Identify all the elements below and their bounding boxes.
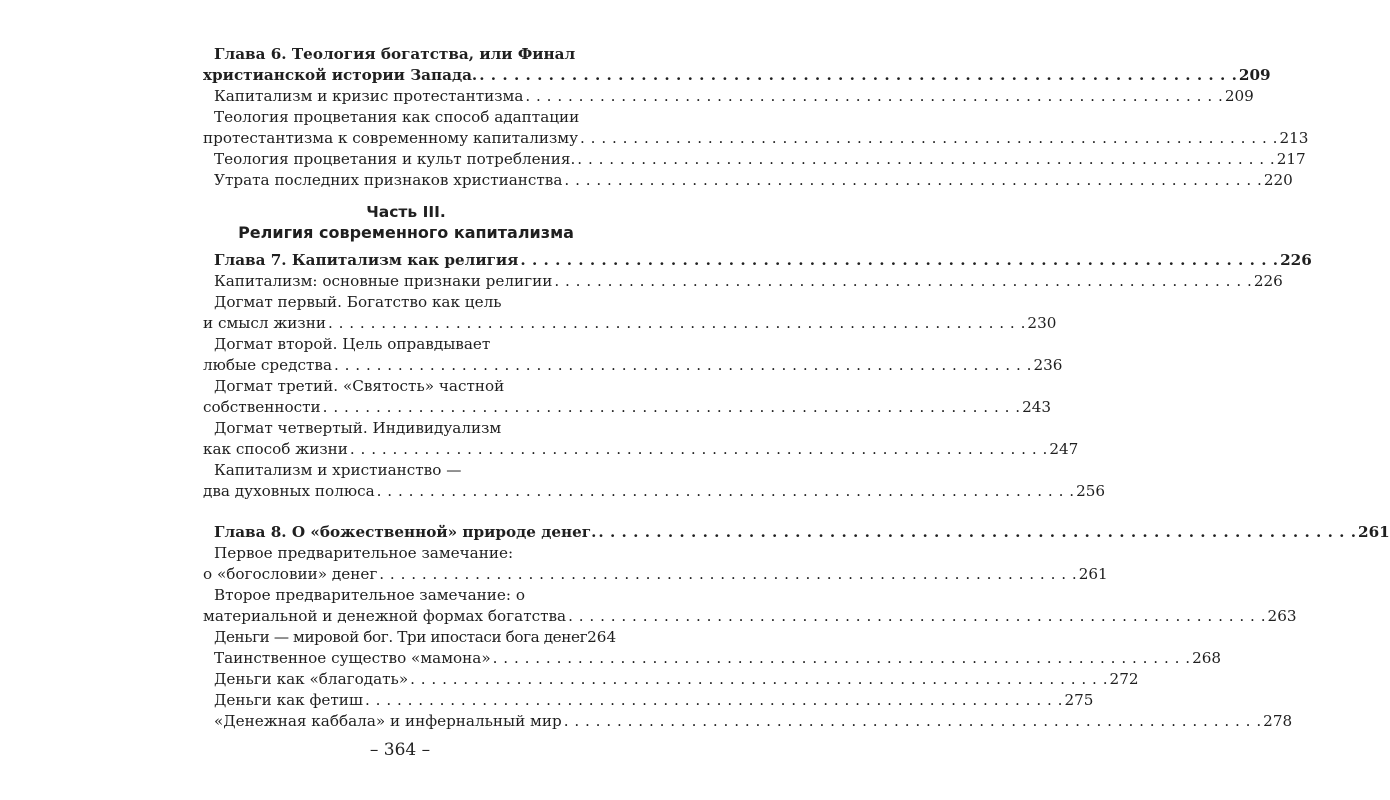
leader-dots [523, 86, 1224, 107]
page-ref: 209 [1238, 66, 1271, 84]
page-ref: 261 [1078, 565, 1108, 583]
toc-chapter-8 [203, 522, 1390, 543]
toc-section [203, 271, 1283, 292]
toc-section [203, 170, 1293, 191]
page-ref: 272 [1109, 670, 1139, 688]
page-ref: 268 [1192, 649, 1222, 667]
leader-dots [348, 439, 1049, 460]
page-ref: 256 [1076, 482, 1106, 500]
section-title: Капитализм: основные признаки религии [214, 272, 553, 290]
section-title: Деньги как фетиш [214, 691, 364, 709]
toc-section [203, 376, 1052, 418]
toc-section [203, 648, 1222, 669]
section-title: Догмат второй. Цель оправдывает [214, 335, 491, 353]
section-title: Догмат третий. «Святость» частной [214, 377, 505, 395]
page-ref: 264 [587, 628, 617, 646]
page-ref: 278 [1263, 712, 1293, 730]
leader-dots [408, 669, 1109, 690]
leader-dots [578, 128, 1279, 149]
leader-dots [377, 564, 1078, 585]
leader-dots [575, 149, 1276, 170]
toc-section [203, 627, 617, 648]
section-title: Догмат четвертый. Индивидуализм [214, 419, 502, 437]
toc-chapter-6 [203, 44, 1271, 86]
page-ref: 213 [1279, 129, 1309, 147]
page-number: – 364 – [369, 740, 431, 760]
page-ref: 220 [1263, 171, 1293, 189]
section-title-cont: протестантизма к современному капитализму [203, 129, 579, 147]
section-title: Деньги — мировой бог. Три ипостаси бога денег [214, 628, 588, 646]
page-ref: 236 [1033, 356, 1063, 374]
section-title-cont: как способ жизни [203, 440, 348, 458]
leader-dots [477, 65, 1239, 86]
page-ref: 275 [1064, 691, 1094, 709]
leader-dots [375, 481, 1076, 502]
section-title: Деньги как «благодать» [214, 670, 409, 688]
toc-section [203, 334, 1063, 376]
section-title: Капитализм и христианство — [214, 461, 462, 479]
page-ref: 209 [1224, 87, 1254, 105]
page-ref: 261 [1358, 523, 1390, 541]
part-title: Религия современного капитализма [238, 223, 574, 242]
toc-section [203, 585, 1297, 627]
toc-section [203, 543, 1108, 585]
leader-dots [491, 648, 1192, 669]
leader-dots [562, 711, 1263, 732]
chapter-title-cont: христианской истории Запада. [203, 66, 478, 84]
chapter-title: Глава 7. Капитализм как религия [214, 251, 519, 269]
section-title: Теология процветания как способ адаптации [214, 108, 580, 126]
section-title-cont: собственности [203, 398, 321, 416]
section-title-cont: любые средства [203, 356, 332, 374]
section-title: Второе предварительное замечание: о [214, 586, 525, 604]
leader-dots [562, 170, 1263, 191]
part-number: Часть III. [366, 203, 446, 221]
toc-section [203, 149, 1306, 170]
leader-dots [363, 690, 1064, 711]
chapter-title: Глава 6. Теология богатства, или Финал [214, 45, 576, 63]
section-title: Таинственное существо «мамона» [214, 649, 491, 667]
page-ref: 247 [1049, 440, 1079, 458]
toc-section [203, 107, 1309, 149]
section-title: Теология процветания и культ потребления. [214, 150, 576, 168]
leader-dots [518, 250, 1280, 271]
leader-dots [596, 522, 1358, 543]
section-title-cont: о «богословии» денег [203, 565, 378, 583]
leader-dots [321, 397, 1022, 418]
section-title-cont: два духовных полюса [203, 482, 375, 500]
section-title: Догмат первый. Богатство как цель [214, 293, 502, 311]
page-ref: 243 [1022, 398, 1052, 416]
page-ref: 230 [1027, 314, 1057, 332]
section-title: Первое предварительное замечание: [214, 544, 514, 562]
toc-section [203, 292, 1057, 334]
leader-dots [566, 606, 1267, 627]
part-heading [203, 202, 609, 244]
section-title: «Денежная каббала» и инфернальный мир [214, 712, 562, 730]
section-title-cont: и смысл жизни [203, 314, 326, 332]
leader-dots [552, 271, 1253, 292]
toc-section [203, 711, 1293, 732]
page-ref: 217 [1276, 150, 1306, 168]
section-title: Утрата последних признаков христианства [214, 171, 563, 189]
section-title: Капитализм и кризис протестантизма [214, 87, 524, 105]
toc-section [203, 86, 1254, 107]
chapter-title: Глава 8. О «божественной» природе денег. [214, 523, 597, 541]
page-ref: 226 [1280, 251, 1312, 269]
toc-section [203, 418, 1079, 460]
toc-chapter-7 [203, 250, 1312, 271]
page-ref: 263 [1267, 607, 1297, 625]
toc-section [203, 460, 1106, 502]
section-title-cont: материальной и денежной формах богатства [203, 607, 567, 625]
leader-dots [326, 313, 1027, 334]
page-ref: 226 [1253, 272, 1283, 290]
table-of-contents [203, 44, 1390, 732]
toc-section [203, 669, 1139, 690]
toc-section [203, 690, 1094, 711]
leader-dots [332, 355, 1033, 376]
